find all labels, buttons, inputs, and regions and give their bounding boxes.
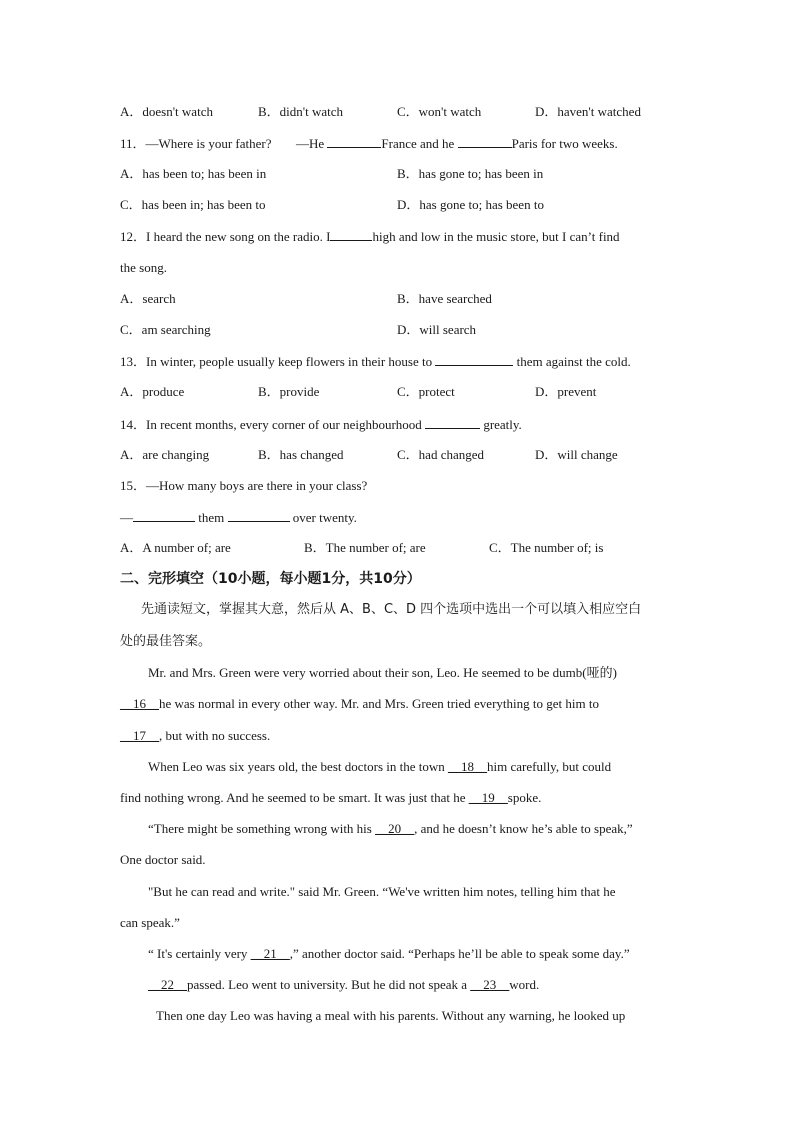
q11-prefix: 11．—Where is your father? bbox=[120, 136, 272, 151]
passage-text: spoke. bbox=[507, 790, 542, 805]
q13-part2: them against the cold. bbox=[516, 354, 631, 369]
question-12 bbox=[120, 228, 620, 245]
q13-option-c: C．protect bbox=[397, 384, 455, 399]
q14-option-a: A．are changing bbox=[120, 447, 210, 462]
section-instruction-2: 处的最佳答案。 bbox=[120, 634, 212, 649]
blank-23: __23__ bbox=[470, 977, 510, 992]
passage-text: , but with no success. bbox=[159, 728, 271, 743]
answer-blank bbox=[435, 353, 513, 366]
q11-option-a: A．has been to; has been in bbox=[120, 166, 267, 181]
q11-he: —He bbox=[296, 136, 325, 151]
q15-dash: — bbox=[120, 510, 133, 525]
passage-line bbox=[148, 759, 611, 775]
answer-blank bbox=[425, 416, 480, 429]
q10-option-d: D．haven't watched bbox=[535, 104, 641, 119]
section-heading: 二、完形填空（10小题，每小题1分，共10分） bbox=[120, 571, 421, 587]
passage-text: word. bbox=[509, 977, 540, 992]
passage-line: Mr. and Mrs. Green were very worried about their son, Leo. He seemed to be dumb(哑的) bbox=[148, 665, 617, 680]
q12-option-a: A．search bbox=[120, 291, 176, 306]
passage-text: “ It's certainly very bbox=[148, 946, 248, 961]
section-instruction-1: 先通读短文，掌握其大意，然后从 A、B、C、D 四个选项中选出一个可以填入相应空白 bbox=[141, 602, 642, 617]
passage-line: can speak.” bbox=[120, 915, 180, 930]
q11-option-c: C．has been in; has been to bbox=[120, 197, 266, 212]
q14-part2: greatly. bbox=[483, 417, 522, 432]
answer-blank bbox=[228, 509, 290, 522]
passage-line: One doctor said. bbox=[120, 852, 206, 867]
q15-mid: them bbox=[198, 510, 225, 525]
answer-blank bbox=[133, 509, 195, 522]
passage-text: find nothing wrong. And he seemed to be smart. It was just that he bbox=[120, 790, 466, 805]
q11-option-b: B．has gone to; has been in bbox=[397, 166, 544, 181]
question-11 bbox=[120, 135, 618, 152]
passage-line bbox=[120, 790, 541, 806]
q15-option-a: A．A number of; are bbox=[120, 540, 231, 555]
passage-text: ,” another doctor said. “Perhaps he’ll be able to speak some day.” bbox=[289, 946, 630, 961]
q15-answer-line bbox=[120, 509, 357, 526]
q12-line2: the song. bbox=[120, 260, 167, 275]
q10-option-c: C．won't watch bbox=[397, 104, 482, 119]
blank-16: __16__ bbox=[120, 696, 159, 711]
question-13 bbox=[120, 353, 631, 370]
passage-text: When Leo was six years old, the best doctors in the town bbox=[148, 759, 445, 774]
q14-option-b: B．has changed bbox=[258, 447, 344, 462]
passage-text: he was normal in every other way. Mr. and Mrs. Green tried everything to get him to bbox=[159, 696, 599, 711]
passage-line bbox=[148, 821, 633, 837]
q12-part2: high and low in the music store, but I can’t find bbox=[372, 229, 620, 244]
blank-17: __17__ bbox=[120, 728, 159, 743]
q12-option-c: C．am searching bbox=[120, 322, 211, 337]
q11-option-d: D．has gone to; has been to bbox=[397, 197, 544, 212]
q15-option-c: C．The number of; is bbox=[489, 540, 604, 555]
q11-end: Paris for two weeks. bbox=[511, 136, 618, 151]
blank-20: __20__ bbox=[375, 821, 415, 836]
q13-part1: 13．In winter, people usually keep flowers in their house to bbox=[120, 354, 433, 369]
passage-text: passed. Leo went to university. But he did not speak a bbox=[187, 977, 468, 992]
blank-19: __19__ bbox=[468, 790, 508, 805]
passage-line bbox=[120, 696, 599, 712]
passage-line: "But he can read and write." said Mr. Green. “We've written him notes, telling him that he bbox=[148, 884, 616, 899]
q14-part1: 14．In recent months, every corner of our neighbourhood bbox=[120, 417, 422, 432]
answer-blank bbox=[330, 228, 372, 241]
passage-line bbox=[148, 946, 630, 962]
q12-part1: 12．I heard the new song on the radio. I bbox=[120, 229, 331, 244]
blank-22: __22__ bbox=[148, 977, 187, 992]
q14-option-d: D．will change bbox=[535, 447, 618, 462]
passage-text: , and he doesn’t know he’s able to speak,” bbox=[414, 821, 633, 836]
question-15: 15．—How many boys are there in your class? bbox=[120, 478, 368, 493]
passage-text: “There might be something wrong with his bbox=[148, 821, 372, 836]
q12-option-b: B．have searched bbox=[397, 291, 492, 306]
q14-option-c: C．had changed bbox=[397, 447, 485, 462]
q13-option-b: B．provide bbox=[258, 384, 320, 399]
q10-option-a: A．doesn't watch bbox=[120, 104, 213, 119]
q12-option-d: D．will search bbox=[397, 322, 477, 337]
q15-option-b: B．The number of; are bbox=[304, 540, 426, 555]
question-14 bbox=[120, 416, 522, 433]
passage-line bbox=[120, 728, 270, 744]
q13-option-d: D．prevent bbox=[535, 384, 597, 399]
q13-option-a: A．produce bbox=[120, 384, 185, 399]
answer-blank bbox=[327, 135, 381, 148]
passage-line: Then one day Leo was having a meal with his parents. Without any warning, he looked up bbox=[156, 1008, 626, 1023]
q15-end: over twenty. bbox=[292, 510, 357, 525]
q10-option-b: B．didn't watch bbox=[258, 104, 344, 119]
answer-blank bbox=[458, 135, 512, 148]
passage-line bbox=[148, 977, 539, 993]
blank-18: __18__ bbox=[448, 759, 488, 774]
passage-text: him carefully, but could bbox=[487, 759, 612, 774]
blank-21: __21__ bbox=[250, 946, 290, 961]
q11-mid: France and he bbox=[381, 136, 455, 151]
